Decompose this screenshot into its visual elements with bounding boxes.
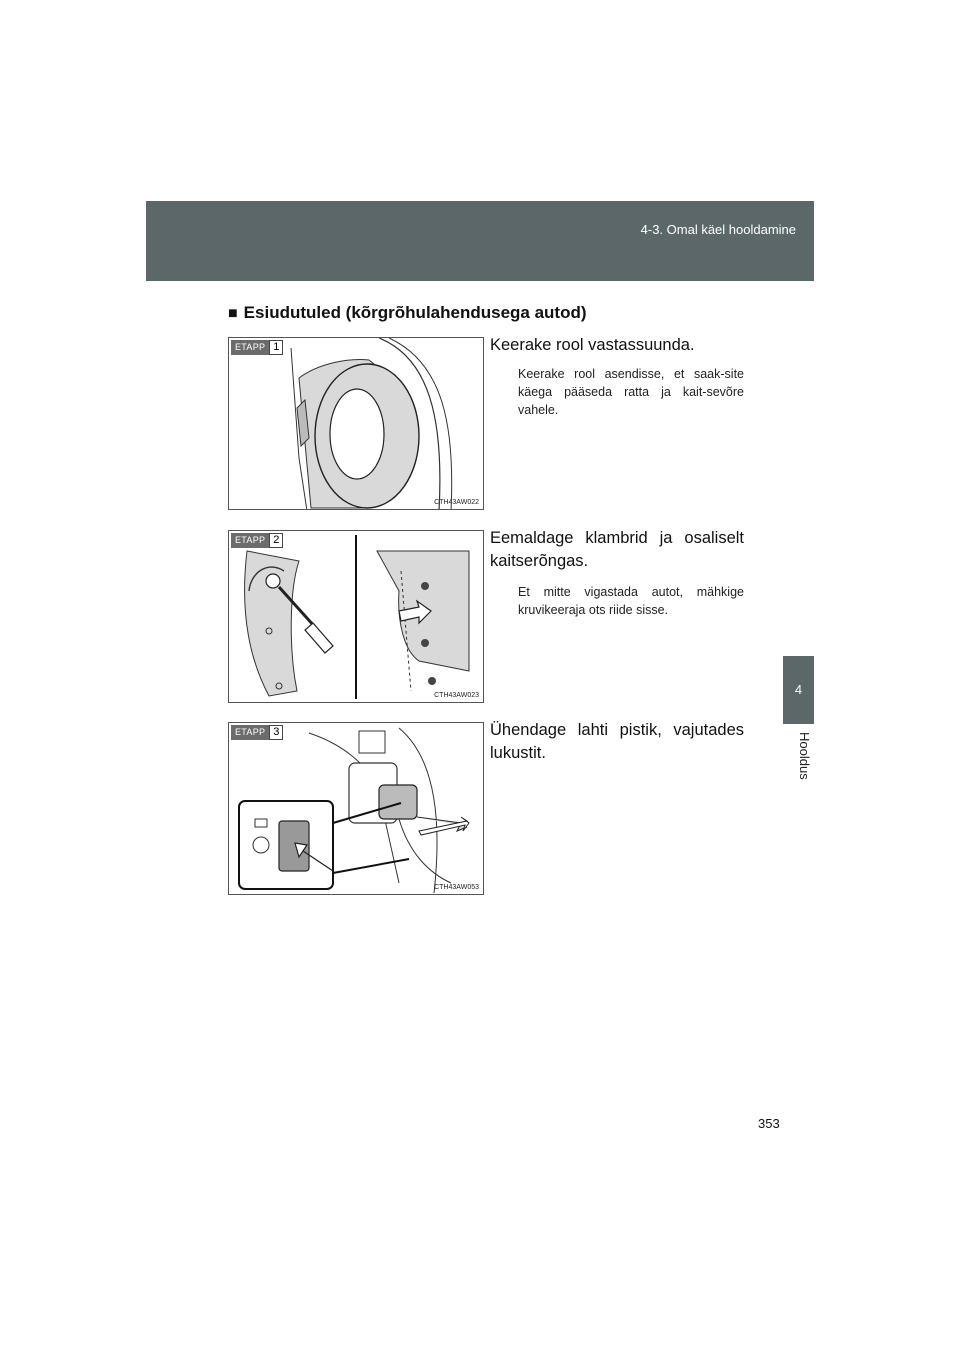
section-header-title: 4-3. Omal käel hooldamine bbox=[640, 222, 796, 237]
wheel-fender-illustration bbox=[229, 338, 484, 510]
figure-code: CTH43AW023 bbox=[434, 692, 479, 699]
figure-code: CTH43AW053 bbox=[434, 884, 479, 891]
connector-illustration bbox=[229, 723, 484, 895]
step-number: 3 bbox=[269, 725, 283, 740]
chapter-label: Hooldus bbox=[797, 732, 812, 780]
step-label: ETAPP bbox=[231, 725, 269, 740]
step-1-figure bbox=[228, 337, 484, 510]
section-title bbox=[228, 303, 587, 323]
step-label: ETAPP bbox=[231, 533, 269, 548]
step-1-title: Keerake rool vastassuunda. bbox=[490, 336, 695, 354]
step-2-note: Et mitte vigastada autot, mähkige kruvikeeraja ots riide sisse. bbox=[518, 585, 744, 617]
section-title-text: Esiudutuled (kõrgrõhulahendusega autod) bbox=[243, 303, 587, 322]
step-2-badge bbox=[231, 533, 283, 548]
chapter-number: 4 bbox=[794, 682, 803, 697]
chapter-tab bbox=[783, 656, 814, 724]
figure-code: CTH43AW022 bbox=[434, 499, 479, 506]
step-number: 1 bbox=[269, 340, 283, 355]
step-2-figure bbox=[228, 530, 484, 703]
step-2-title: Eemaldage klambrid ja osaliselt kaitserõngas. bbox=[490, 529, 744, 570]
step-1-badge bbox=[231, 340, 283, 355]
page-header-band bbox=[146, 201, 814, 281]
clip-removal-illustration bbox=[229, 531, 484, 703]
page-number: 353 bbox=[758, 1116, 780, 1131]
step-3-badge bbox=[231, 725, 283, 740]
square-bullet-icon: ■ bbox=[228, 305, 238, 322]
step-3-title: Ühendage lahti pistik, vajutades lukustit. bbox=[490, 721, 744, 762]
step-label: ETAPP bbox=[231, 340, 269, 355]
step-3-figure bbox=[228, 722, 484, 895]
step-1-note: Keerake rool asendisse, et saak-site käega pääseda ratta ja kait-sevõre vahele. bbox=[518, 367, 744, 417]
step-number: 2 bbox=[269, 533, 283, 548]
